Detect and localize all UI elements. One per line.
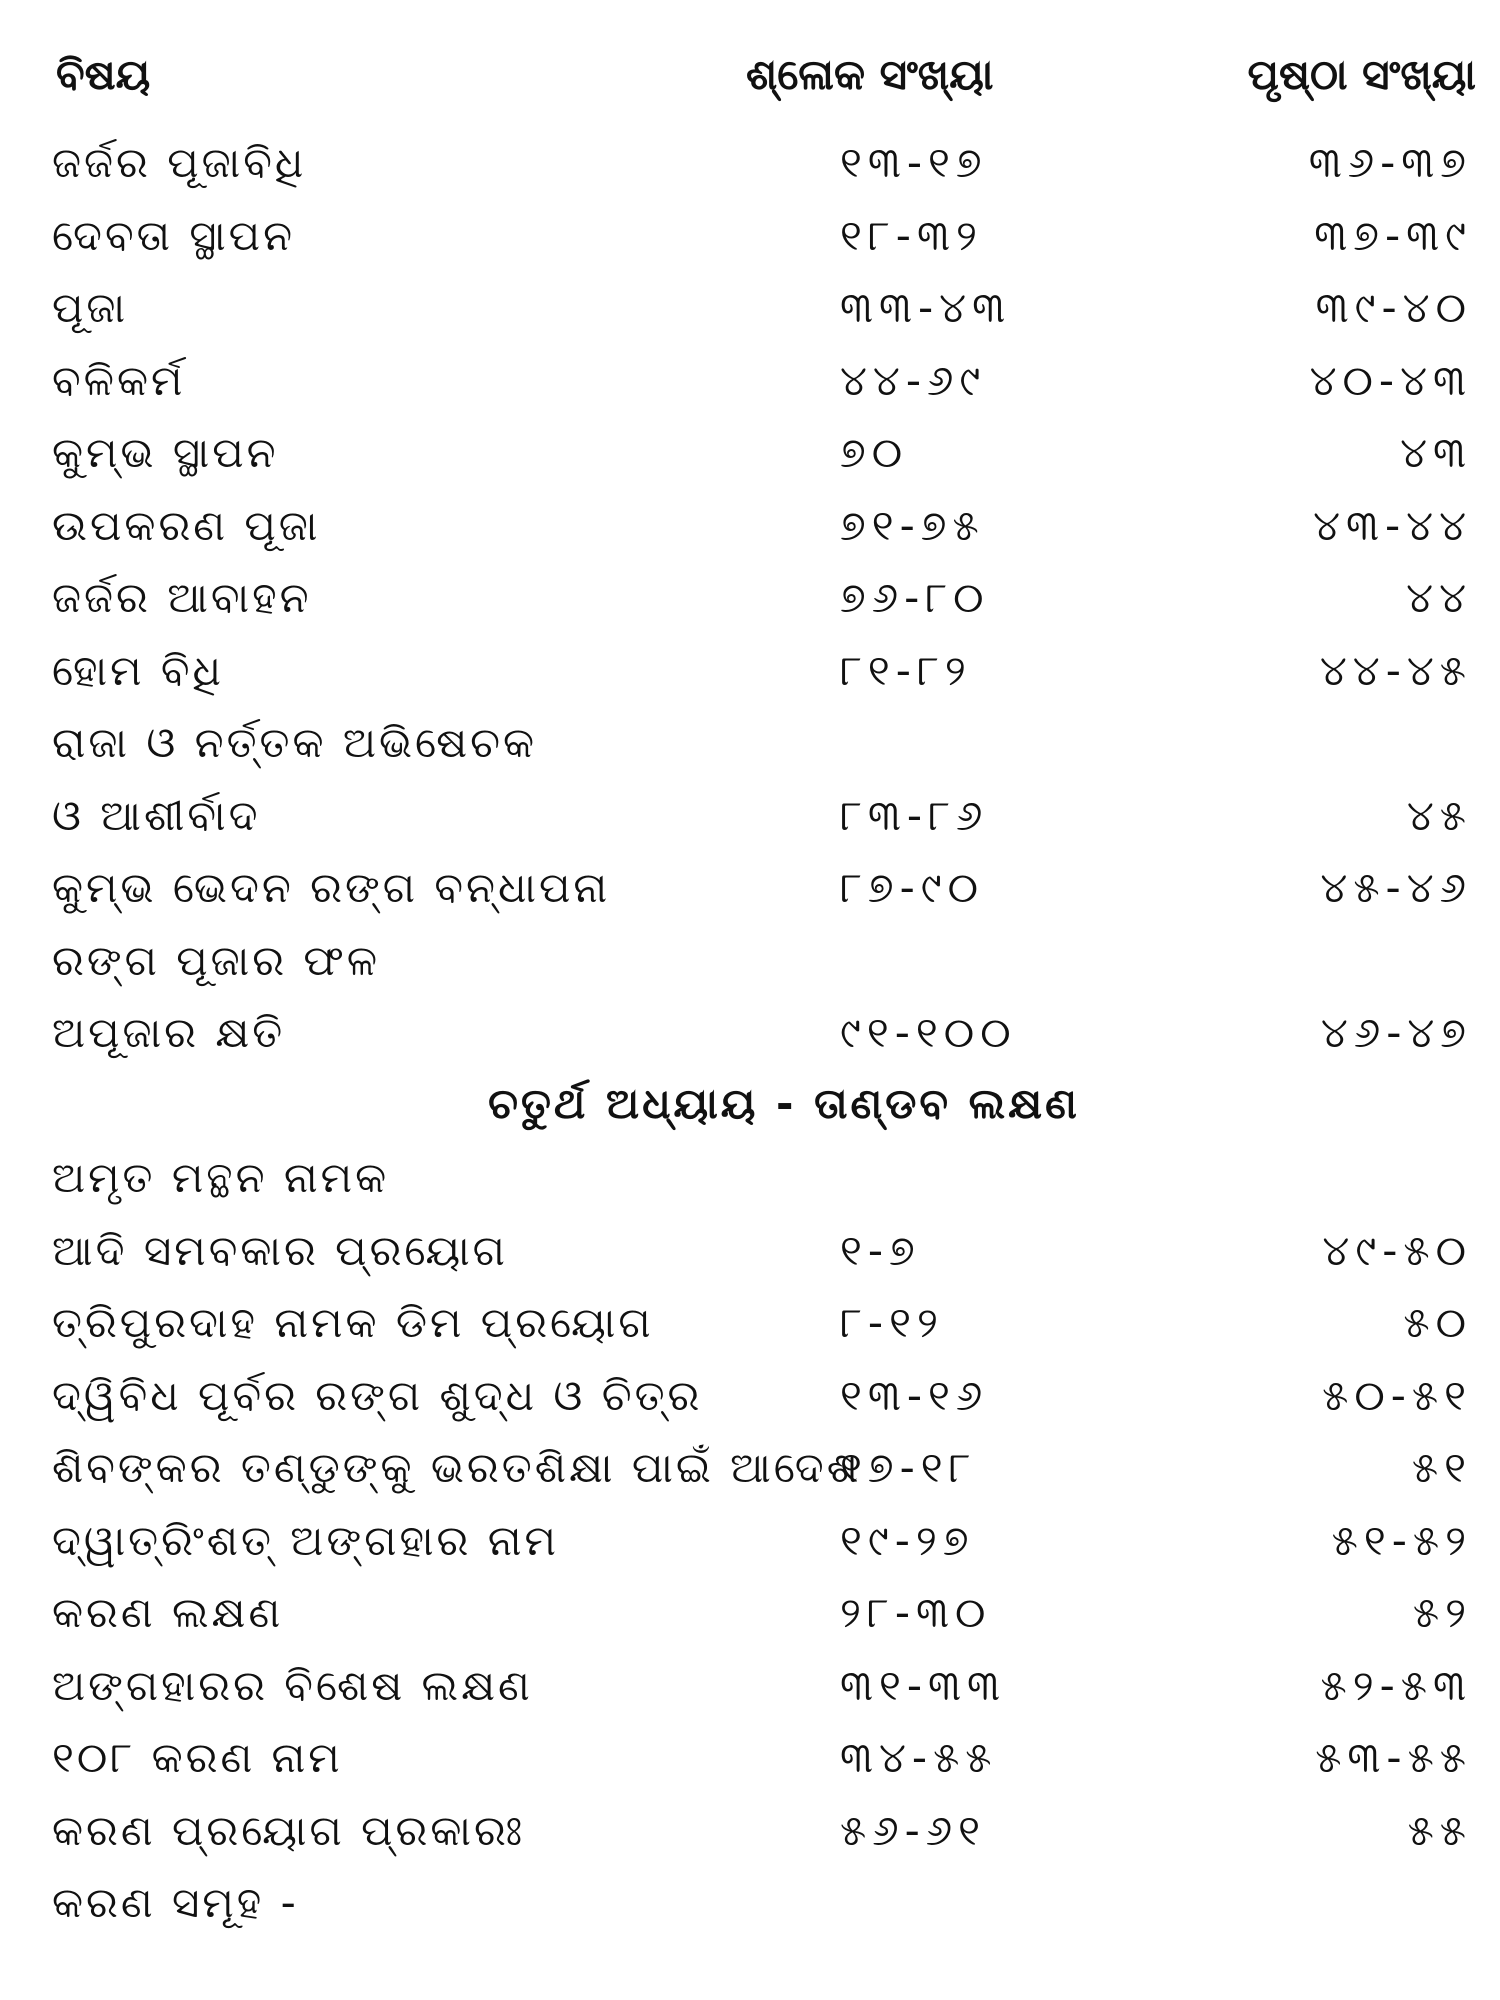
row-page: ୫୨: [1412, 1588, 1472, 1637]
row-page: ୫୫: [1407, 1805, 1472, 1855]
toc-row: [52, 1723, 1476, 1796]
chapter-heading-text: ଚତୁର୍ଥ ଅଧ୍ୟାୟ - ତାଣ୍ଡବ ଲକ୍ଷଣ: [488, 1078, 1080, 1128]
toc-row: [52, 273, 1476, 346]
toc-row: [52, 708, 1476, 781]
row-shloka: ୧୩-୧୭: [840, 138, 988, 187]
row-page: ୪୬-୪୭: [1320, 1008, 1472, 1057]
row-page: ୪୦-୪୩: [1309, 355, 1472, 405]
toc-row: [52, 418, 1476, 491]
row-page: ୪୪-୪୫: [1319, 645, 1472, 695]
toc-row: [52, 1868, 1476, 1941]
row-page: ୪୪: [1406, 573, 1472, 622]
chapter-heading: [52, 1071, 1476, 1144]
toc-row: [52, 1216, 1476, 1289]
toc-row: [52, 1651, 1476, 1724]
row-subject: ତ୍ରିପୁରଦାହ ନାମକ ଡିମ ପ୍ରୟୋଗ: [52, 1298, 654, 1347]
row-shloka: ୧-୭: [840, 1225, 921, 1275]
toc-row: [52, 1796, 1476, 1869]
toc-row: [52, 636, 1476, 709]
toc-row: [52, 128, 1476, 201]
row-subject: କରଣ ଲକ୍ଷଣ: [52, 1588, 284, 1637]
row-shloka: ୩୧-୩୩: [840, 1660, 1007, 1710]
toc-header: [56, 40, 1476, 120]
row-shloka: ୧୩-୧୬: [840, 1370, 989, 1420]
toc-row: [52, 1361, 1476, 1434]
toc-row: [52, 1143, 1476, 1216]
row-shloka: ୭୬-୮୦: [840, 573, 990, 622]
header-shloka-count: ଶ୍ଳୋକ ସଂଖ୍ୟା: [746, 50, 994, 99]
toc-row: [52, 926, 1476, 999]
row-shloka: ୭୦: [840, 428, 909, 477]
row-subject: ଦେବତା ସ୍ଥାପନ: [52, 210, 296, 260]
toc-row: [52, 346, 1476, 419]
row-subject: କରଣ ପ୍ରୟୋଗ ପ୍ରକାରଃ: [52, 1805, 526, 1855]
row-subject: ଓ ଆଶୀର୍ବାଦ: [52, 790, 261, 840]
row-shloka: ୩୩-୪୩: [840, 283, 1012, 332]
toc-row: [52, 491, 1476, 564]
toc-row: [52, 201, 1476, 274]
row-subject: କୁମ୍ଭ ସ୍ଥାପନ: [52, 428, 279, 477]
row-page: ୩୯-୪୦: [1315, 283, 1472, 332]
row-shloka: ୭୧-୭୫: [840, 500, 985, 550]
row-subject: ଆଦି ସମବକାର ପ୍ରୟୋଗ: [52, 1225, 508, 1275]
row-shloka: ୫୬-୬୧: [840, 1805, 986, 1855]
row-subject: କୁମ୍ଭ ଭେଦନ ରଙ୍ଗ ବନ୍ଧାପନା: [52, 863, 611, 912]
row-shloka: ୮-୧୨: [840, 1298, 944, 1347]
row-page: ୪୯-୫୦: [1322, 1225, 1472, 1275]
row-subject: ଦ୍ୱାତ୍ରିଂଶତ୍ ଅଙ୍ଗହାର ନାମ: [52, 1515, 559, 1565]
row-shloka: ୧୯-୨୭: [840, 1515, 975, 1565]
row-page: ୪୩-୪୪: [1313, 500, 1472, 550]
row-subject: ଜର୍ଜର ଆବାହନ: [52, 573, 312, 622]
row-page: ୪୫-୪୬: [1320, 863, 1472, 912]
row-subject: ରାଜା ଓ ନର୍ତ୍ତକ ଅଭିଷେଚକ: [52, 718, 537, 767]
row-page: ୪୩: [1400, 428, 1472, 477]
toc-row: [52, 998, 1476, 1071]
row-subject: କରଣ ସମୂହ -: [52, 1878, 299, 1927]
row-page: ୫୨-୫୩: [1320, 1660, 1472, 1710]
toc-table: [52, 128, 1476, 1941]
row-shloka: ୯୧-୧୦୦: [840, 1008, 1017, 1057]
row-subject: ପୂଜା: [52, 283, 129, 332]
row-shloka: ୮୧-୮୨: [840, 645, 972, 695]
row-subject: ବଳିକର୍ମ: [52, 355, 186, 405]
row-subject: ଅପୂଜାର କ୍ଷତି: [52, 1008, 286, 1057]
row-shloka: ୮୩-୮୬: [840, 790, 989, 840]
row-subject: ଅଙ୍ଗହାରର ବିଶେଷ ଲକ୍ଷଣ: [52, 1660, 533, 1710]
row-subject: ରଙ୍ଗ ପୂଜାର ଫଳ: [52, 935, 381, 985]
toc-row: [52, 1288, 1476, 1361]
header-subject: ବିଷୟ: [56, 50, 151, 99]
toc-row: [52, 563, 1476, 636]
row-shloka: ୧୭-୧୮: [840, 1443, 977, 1492]
row-shloka: ୨୮-୩୦: [840, 1588, 992, 1637]
row-shloka: ୩୪-୫୫: [840, 1733, 998, 1782]
row-page: ୩୬-୩୭: [1308, 138, 1472, 187]
toc-row: [52, 781, 1476, 854]
toc-row: [52, 1433, 1476, 1506]
toc-row: [52, 1578, 1476, 1651]
row-subject: ଅମୃତ ମନ୍ଥନ ନାମକ: [52, 1153, 390, 1202]
row-page: ୫୧: [1411, 1443, 1472, 1492]
row-page: ୫୦: [1403, 1298, 1472, 1347]
row-subject: ଉପକରଣ ପୂଜା: [52, 500, 321, 550]
header-page-count: ପୃଷ୍ଠା ସଂଖ୍ୟା: [1247, 50, 1476, 99]
row-subject: ଜର୍ଜର ପୂଜାବିଧି: [52, 138, 307, 187]
row-page: ୫୩-୫୫: [1315, 1733, 1472, 1782]
row-subject: ୧୦୮ କରଣ ନାମ: [52, 1733, 343, 1782]
toc-row: [52, 1506, 1476, 1579]
row-page: ୫୧-୫୨: [1331, 1515, 1472, 1565]
row-subject: ଶିବଙ୍କର ତଣ୍ଡୁଙ୍କୁ ଭରତଶିକ୍ଷା ପାଇଁ ଆଦେଶ: [52, 1443, 861, 1492]
row-shloka: ୮୭-୯୦: [840, 863, 985, 912]
row-page: ୪୫: [1406, 790, 1472, 840]
row-subject: ହୋମ ବିଧି: [52, 645, 224, 695]
row-page: ୫୦-୫୧: [1322, 1370, 1472, 1420]
row-shloka: ୪୪-୬୯: [840, 355, 987, 405]
toc-row: [52, 853, 1476, 926]
row-subject: ଦ୍ୱିବିଧ ପୂର୍ବର ରଙ୍ଗ ଶୁଦ୍ଧ ଓ ଚିତ୍ର: [52, 1370, 703, 1420]
row-page: ୩୭-୩୯: [1314, 210, 1472, 260]
row-shloka: ୧୮-୩୨: [840, 210, 983, 260]
